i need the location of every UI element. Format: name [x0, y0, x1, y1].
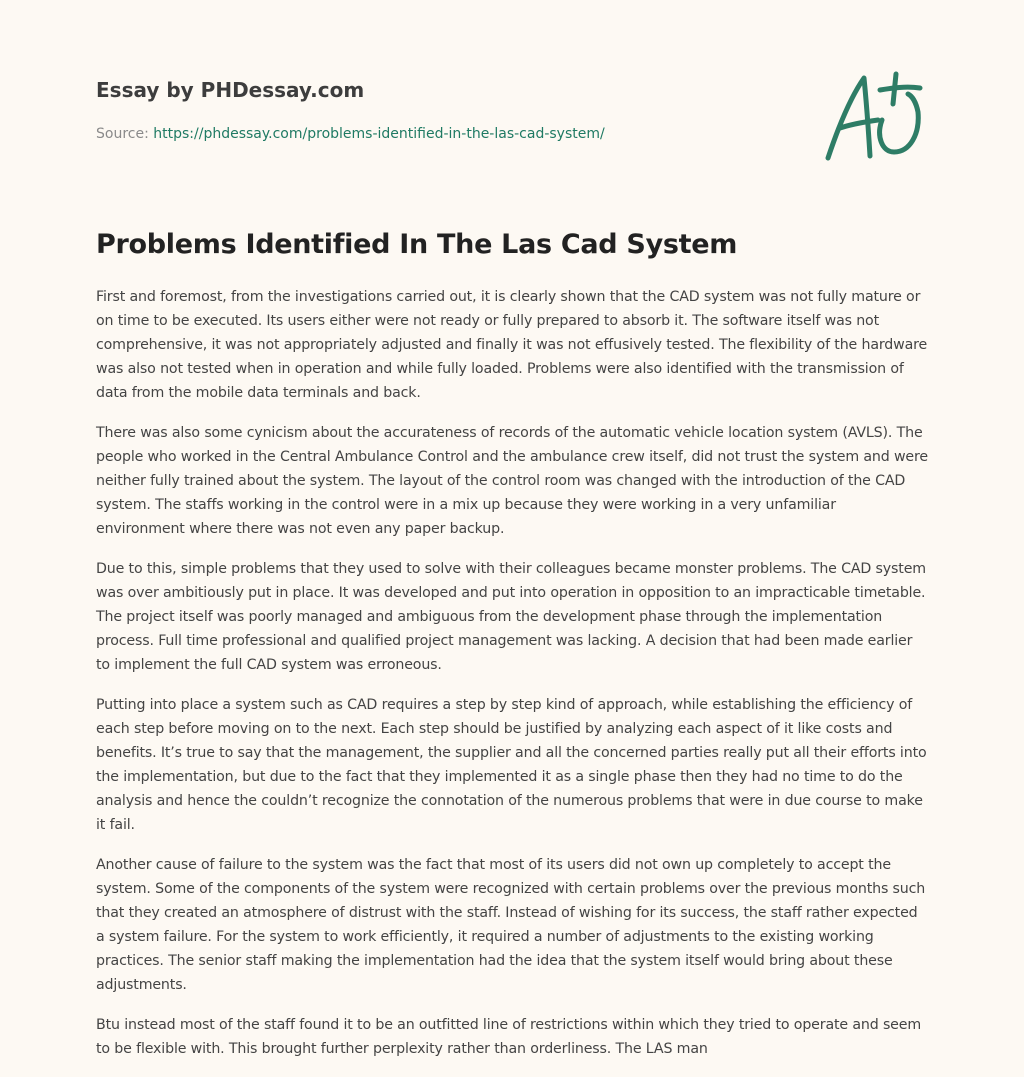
essay-body: [96, 285, 928, 1077]
a-plus-logo-icon: [820, 68, 930, 168]
essay-paragraph: There was also some cynicism about the accurateness of records of the automatic vehicle location system (AVLS). The people who worked in the Central Ambulance Control and the ambulance crew itself, did not trust the system and were neither fully trained about the system. The layout of the control room was changed with the introduction of the CAD system. The staffs working in the control were in a mix up because they were working in a very unfamiliar environment where there was not even any paper backup.: [96, 425, 928, 537]
essay-paragraph: Due to this, simple problems that they used to solve with their colleagues became monster problems. The CAD system was over ambitiously put in place. It was developed and put into operation in opposition to an impracticable timetable. The project itself was poorly managed and ambiguous from the development phase through the implementation process. Full time professional and qualified project management was lacking. A decision that had been made earlier to implement the full CAD system was erroneous.: [96, 561, 926, 673]
site-brand: Essay by PHDessay.com: [96, 78, 365, 102]
source-label: Source:: [96, 126, 154, 142]
essay-paragraph: Another cause of failure to the system was the fact that most of its users did not own up completely to accept the system. Some of the components of the system were recognized with certain problems over the previous months such that they created an atmosphere of distrust with the staff. Instead of wishing for its success, the staff rather expected a system failure. For the system to work efficiently, it required a number of adjustments to the existing working practices. The senior staff making the implementation had the idea that the system itself would bring about these adjustments.: [96, 857, 926, 993]
essay-paragraph: Btu instead most of the staff found it to be an outfitted line of restrictions within which they tried to operate and seem to be flexible with. This brought further perplexity rather than orderliness. The LAS man: [96, 1017, 922, 1057]
essay-paragraph: First and foremost, from the investigations carried out, it is clearly shown that the CAD system was not fully mature or on time to be executed. Its users either were not ready or fully prepared to absorb it. The software itself was not comprehensive, it was not appropriately adjusted and finally it was not effusively tested. The flexibility of the hardware was also not tested when in operation and while fully loaded. Problems were also identified with the transmission of data from the mobile data terminals and back.: [96, 289, 928, 401]
source-line: [96, 124, 928, 144]
source-link[interactable]: https://phdessay.com/problems-identified-in-the-las-cad-system/: [153, 126, 605, 142]
essay-title: Problems Identified In The Las Cad System: [96, 229, 738, 260]
essay-paragraph: Putting into place a system such as CAD requires a step by step kind of approach, while establishing the efficiency of each step before moving on to the next. Each step should be justified by analyzing each aspect of it like costs and benefits. It’s true to say that the management, the supplier and all the concerned parties really put all their efforts into the implementation, but due to the fact that they implemented it as a single phase then they had no time to do the analysis and hence the couldn’t recognize the connotation of the numerous problems that were in due course to make it fail.: [96, 697, 927, 833]
essay-header: [96, 76, 928, 144]
